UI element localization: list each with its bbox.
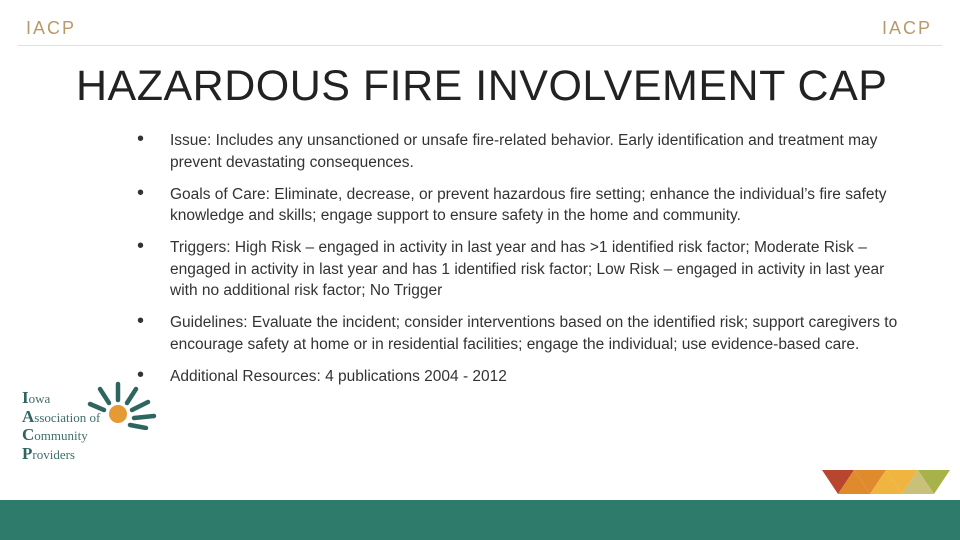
bullet-guidelines: • Guidelines: Evaluate the incident; consider interventions based on the identified risk; support caregivers to encourage safety at home or in residential facilities; engage the individual; use evidence-based care.	[137, 312, 907, 355]
bullet-list	[137, 130, 907, 398]
header-brand-right: IACP	[881, 18, 932, 38]
organization-logo	[22, 380, 152, 465]
triangle-decoration-icon	[822, 470, 952, 494]
bullet-additional-resources: • Additional Resources: 4 publications 2004 - 2012	[137, 366, 907, 388]
slide-title: HAZARDOUS FIRE INVOLVEMENT CAP	[76, 62, 888, 110]
bullet-triggers: • Triggers: High Risk – engaged in activity in last year and has >1 identified risk factor; Moderate Risk – engaged in activity in last year and has 1 identified risk factor; Low Risk – engaged in activity in last year with no additional risk factor; No Trigger	[137, 237, 907, 302]
header-brand-left: IACP	[26, 18, 77, 38]
bullet-goals-of-care: • Goals of Care: Eliminate, decrease, or prevent hazardous fire setting; enhance the individual’s fire safety knowledge and skills; engage support to ensure safety in the home and community.	[137, 184, 907, 227]
bullet-issue: • Issue: Includes any unsanctioned or unsafe fire-related behavior. Early identification and treatment may prevent devastating consequences.	[137, 130, 907, 173]
header-divider	[18, 45, 942, 46]
footer-bar	[0, 500, 960, 540]
logo-wordmark: Iowa Association of Community Providers	[22, 388, 101, 463]
